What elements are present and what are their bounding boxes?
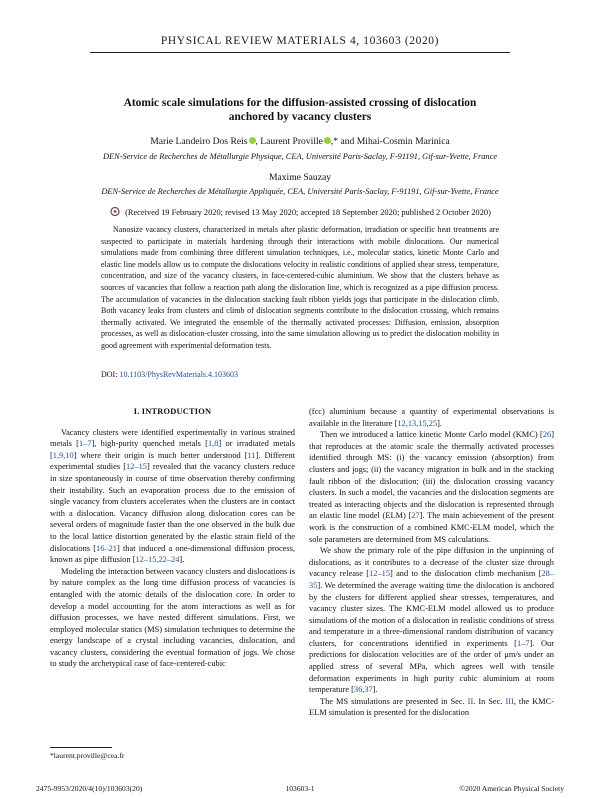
right-column bbox=[309, 406, 554, 719]
footer-page-number: 103603-1 bbox=[285, 784, 315, 793]
section-link[interactable]: II bbox=[467, 696, 474, 706]
citation-link[interactable]: 12–15 bbox=[126, 462, 147, 472]
section-link[interactable]: III bbox=[505, 696, 514, 706]
author-name: ,* and Mihai-Cosmin Marinica bbox=[330, 136, 450, 147]
section-heading: I. INTRODUCTION bbox=[133, 407, 212, 416]
affiliation: DEN-Service de Recherches de Métallurgie Physique, CEA, Université Paris-Saclay, F-91191, Gif-sur-Yvette, France bbox=[102, 152, 498, 161]
orcid-icon[interactable] bbox=[249, 137, 256, 144]
journal-header: PHYSICAL REVIEW MATERIALS 4, 103603 (2020) bbox=[160, 35, 440, 47]
paper-title bbox=[80, 96, 520, 124]
citation-link[interactable]: 26 bbox=[542, 430, 552, 440]
citation-link[interactable]: 12–15,22–24 bbox=[135, 555, 180, 565]
citation-link[interactable]: 12–15 bbox=[369, 569, 390, 579]
dates-text: (Received 19 February 2020; revised 13 May 2020; accepted 18 September 2020; published 2 October 2020) bbox=[125, 208, 491, 217]
paragraph: Then we introduced a lattice kinetic Monte Carlo model (KMC) [26] that reproduces at the atomic scale the thermally activated processes identified through MS: (i) the vacancy emission (absorption) from clusters and jogs; (ii) the vacancy migration in bulk and in the stacking fault ribbon of the dislocation; (iii) the dislocation crossing vacancy clusters. In such a model, the vacancies and the dislocation segments are treated as interacting objects and the dislocation is represented through an elastic line model (ELM) [27]. The main achievement of the present work is the construction of a combined KMC-ELM model, which the sole parameters are determined from MS calculations. bbox=[309, 430, 554, 544]
paragraph: Modeling the interaction between vacancy clusters and dislocations is by nature complex as the long time diffusion process of vacancies is entangled with the atomic details of the dislocation core. In order to develop a model accounting for the atom interactions as well as for diffusion processes, we have nested different simulations. First, we employed molecular statics (MS) simulation techniques to determine the energy landscape of a crystal including vacancies, dislocation, and vacancy clusters, considering the eventual formation of jogs. We chose to study the archetypical case of face-centered-cubic bbox=[50, 566, 295, 669]
citation-link[interactable]: 16–21 bbox=[96, 543, 117, 553]
author-list: Maxime Sauzay bbox=[268, 172, 332, 183]
publication-dates bbox=[60, 207, 540, 217]
footer-issn: 2475-9953/2020/4(10)/103603(20) bbox=[36, 784, 143, 793]
orcid-icon[interactable] bbox=[324, 137, 331, 144]
footer-copyright: ©2020 American Physical Society bbox=[459, 784, 564, 793]
paragraph: The MS simulations are presented in Sec. II. In Sec. III, the KMC-ELM simulation is presented for the dislocation bbox=[309, 696, 554, 718]
paragraph: (fcc) aluminium because a quantity of experimental observations is available in the literature [12,13,15,25]. bbox=[309, 407, 554, 428]
citation-link[interactable]: 28–35 bbox=[309, 569, 554, 590]
doi-label: DOI: bbox=[101, 370, 118, 379]
left-column bbox=[50, 406, 295, 670]
citation-link[interactable]: 27 bbox=[411, 511, 420, 521]
citation-link[interactable]: 1–7 bbox=[516, 638, 530, 648]
citation-link[interactable]: 1,8 bbox=[207, 439, 219, 449]
footnote: *laurent.proville@cea.fr bbox=[50, 751, 125, 760]
footnote-rule bbox=[50, 747, 112, 748]
author-name: Marie Landeiro Dos Reis bbox=[150, 136, 248, 147]
author-name: , Laurent Proville bbox=[255, 136, 323, 147]
header-rule bbox=[90, 52, 510, 53]
author-list bbox=[60, 136, 540, 147]
citation-link[interactable]: 12,13,15,25 bbox=[397, 418, 438, 428]
citation-link[interactable]: 1–7 bbox=[78, 439, 92, 449]
citation-link[interactable]: 1,9,10 bbox=[52, 450, 74, 460]
doi-line bbox=[101, 370, 238, 379]
abstract: Nanosize vacancy clusters, characterized in metals after plastic deformation, irradiation or specific heat treatments are suspected to participate in materials hardening through their interactions with mobile dislocations. Our numerical simulations made from combining three different simulation techniques, i.e., molecular statics, kinetic Monte Carlo and elastic line models allow us to compute the dislocations velocity in realistic conditions of applied shear stress, temperature, concentration, and size of the vacancy clusters, in face-centered-cubic aluminium. We show that the clusters behave as sources of vacancies that follow a reaction path along the dislocation line, which is recognized as a pipe diffusion process. The accumulation of vacancies in the dislocation stacking fault ribbon yields jogs that participate in the dislocation climb. Both vacancy leaks from clusters and climb of dislocation segments contribute to the dislocation crossing, which remains thermally activated. We integrated the ensemble of the thermally activated processes: Diffusion, emission, absorption processes, as well as dislocation-cluster crossing, into the same simulation allowing us to predict the dislocation mobility in good agreement with experimental deformation tests. bbox=[101, 225, 499, 350]
title-line-1: Atomic scale simulations for the diffusion-assisted crossing of dislocation bbox=[123, 97, 477, 109]
paragraph: We show the primary role of the pipe diffusion in the unpinning of dislocations, as it contributes to a decrease of the cluster size through vacancy release [12–15] and to the dislocation climb mechanism [28–35]. We determined the average waiting time the dislocation is anchored by the clusters for different applied shear stresses, temperatures, and vacancy cluster sizes. The KMC-ELM model allowed us to produce simulations of the motion of a dislocation in realistic conditions of stress and temperature in a three-dimensional random distribution of vacancy clusters, for concentrations identified in experiments [1–7]. Our predictions for dislocation velocities are of the order of μm/s under an applied stress of several MPa, which agrees well with tensile deformation experiments in high purity cubic aluminium at room temperature [36,37]. bbox=[309, 546, 554, 695]
affiliation: DEN-Service de Recherches de Métallurgie Appliquée, CEA, Université Paris-Saclay, F-91191, Gif-sur-Yvette, France bbox=[101, 187, 499, 196]
crossmark-icon[interactable] bbox=[109, 207, 121, 216]
paragraph: Vacancy clusters were identified experimentally in various strained metals [1–7], high-purity quenched metals [1,8] or irradiated metals [1,9,10] where their origin is much better understood [11]. Different experimental studies [12–15] revealed that the vacancy clusters reduce in size spontaneously in course of time observation thereby confirming their instability. Such an evaporation process due to the emission of single vacancy from clusters accelerates when the clusters are in contact with a dislocation. Vacancy diffusion along dislocation cores can be several orders of magnitude faster than the one observed in the bulk due to the local lattice distortion generated by the elastic strain field of the dislocations [16–21] that induced a one-dimensional diffusion process, known as pipe diffusion [12–15,22–24]. bbox=[50, 427, 296, 565]
citation-link[interactable]: 36,37 bbox=[353, 685, 373, 695]
doi-link[interactable]: 10.1103/PhysRevMaterials.4.103603 bbox=[119, 370, 239, 379]
title-line-2: anchored by vacancy clusters bbox=[228, 111, 372, 123]
citation-link[interactable]: 11 bbox=[247, 450, 256, 460]
